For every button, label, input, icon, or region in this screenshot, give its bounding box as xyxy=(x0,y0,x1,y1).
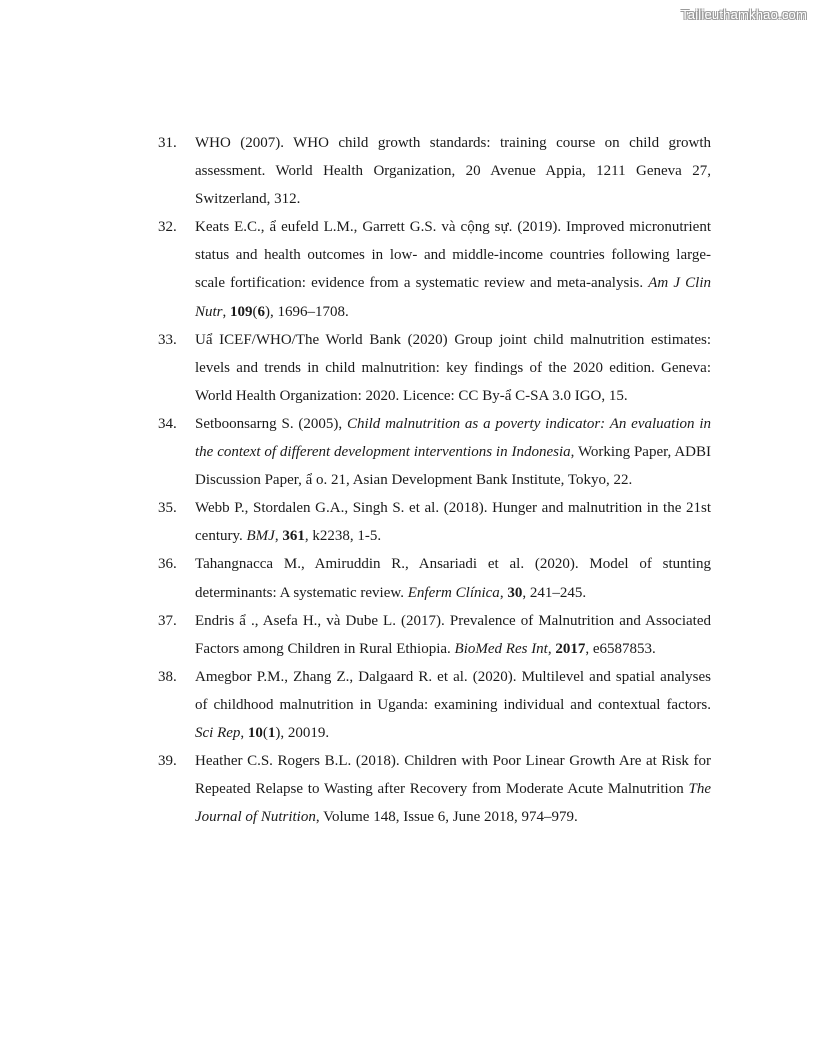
reference-segment: Endris ẩ ., Asefa H., và Dube L. (2017). Prevalence of Malnutrition and Associated Factors among Children in Rural Ethiopia. xyxy=(195,612,711,657)
reference-list xyxy=(158,129,711,831)
reference-number: 37. xyxy=(158,612,177,629)
reference-number: 34. xyxy=(158,415,177,432)
reference-text xyxy=(195,416,711,488)
reference-number: 31. xyxy=(158,135,177,151)
reference-text xyxy=(195,669,711,741)
reference-text xyxy=(195,556,711,600)
reference-segment: ), 20019. xyxy=(275,724,330,741)
reference-text xyxy=(195,332,711,404)
reference-segment: , xyxy=(499,584,508,601)
reference-item xyxy=(158,747,711,831)
reference-number: 35. xyxy=(158,500,177,517)
reference-text xyxy=(195,500,711,544)
reference-volume: 361 xyxy=(282,528,305,545)
reference-segment: Uẩ ICEF/WHO/The World Bank (2020) Group joint child malnutrition estimates: levels and trends in child malnutrition: key findings of the 2020 edition. Geneva: World Health Organization: 2020. Licence: CC By-ẩ C-SA 3.0 IGO, 15. xyxy=(195,331,711,404)
reference-item xyxy=(158,326,711,410)
reference-number: 32. xyxy=(158,219,177,236)
reference-segment: Amegbor P.M., Zhang Z., Dalgaard R. et al. (2020). Multilevel and spatial analyses of childhood malnutrition in Uganda: examining individual and contextual factors. xyxy=(195,668,711,713)
reference-segment: , xyxy=(274,528,283,545)
reference-item xyxy=(158,410,711,494)
reference-journal: Am J Clin Nutr xyxy=(195,275,712,320)
reference-segment: WHO (2007). WHO child growth standards: training course on child growth assessment. World Health Organization, 20 Avenue Appia, 1211 Geneva 27, Switzerland, 312. xyxy=(195,135,711,208)
reference-journal: The Journal of Nutrition xyxy=(195,781,711,826)
reference-segment: Setboonsarng S. (2005), xyxy=(195,415,347,432)
reference-item xyxy=(158,129,711,213)
reference-segment: ( xyxy=(262,724,268,741)
reference-item xyxy=(158,494,711,550)
reference-segment: , Volume 148, Issue 6, June 2018, 974–979. xyxy=(315,809,578,826)
reference-segment: , e6587853. xyxy=(585,640,656,657)
reference-item xyxy=(158,213,711,325)
reference-number: 39. xyxy=(158,753,177,770)
reference-text xyxy=(195,135,711,207)
reference-volume: 6 xyxy=(257,303,266,320)
reference-journal: Sci Rep xyxy=(195,724,241,741)
reference-journal: BMJ xyxy=(246,528,275,545)
reference-number: 36. xyxy=(158,556,177,573)
reference-segment: ), 1696–1708. xyxy=(265,303,349,320)
reference-text xyxy=(195,219,711,319)
reference-segment: , xyxy=(222,303,231,320)
reference-journal: Child malnutrition as a poverty indicator: An evaluation in the context of different development interventions in Indonesia xyxy=(195,415,711,461)
reference-volume: 30 xyxy=(507,584,523,601)
reference-volume: 2017 xyxy=(555,640,586,657)
reference-segment: , xyxy=(240,724,248,741)
reference-segment: , Working Paper, ADBI Discussion Paper, ẩ o. 21, Asian Development Bank Institute, Tokyo, 22. xyxy=(195,444,711,489)
reference-segment: ( xyxy=(252,303,258,320)
reference-text xyxy=(195,613,711,657)
reference-segment: Keats E.C., ẩ eufeld L.M., Garrett G.S. và cộng sự. (2019). Improved micronutrient status and health outcomes in low- and middle-income countries following large-scale fortification: evidence from a systematic review and meta-analysis. xyxy=(195,219,711,292)
reference-segment: , k2238, 1-5. xyxy=(304,528,382,545)
reference-item xyxy=(158,550,711,606)
reference-segment: , xyxy=(547,640,556,657)
reference-item xyxy=(158,607,711,663)
reference-volume: 1 xyxy=(267,724,276,741)
reference-volume: 10 xyxy=(247,724,263,741)
reference-segment: Heather C.S. Rogers B.L. (2018). Children with Poor Linear Growth Are at Risk for Repeated Relapse to Wasting after Recovery from Moderate Acute Malnutrition xyxy=(195,753,711,798)
reference-number: 38. xyxy=(158,668,177,685)
reference-item xyxy=(158,663,711,747)
reference-segment: Webb P., Stordalen G.A., Singh S. et al. (2018). Hunger and malnutrition in the 21st century. xyxy=(195,500,711,545)
reference-number: 33. xyxy=(158,331,177,348)
watermark-text: Tailieuthamkhao.com xyxy=(681,7,807,22)
reference-journal: BioMed Res Int xyxy=(454,640,548,657)
reference-segment: , 241–245. xyxy=(522,584,587,601)
reference-text xyxy=(195,753,711,825)
reference-journal: Enferm Clínica xyxy=(407,584,500,601)
reference-volume: 109 xyxy=(230,303,253,320)
reference-segment: Tahangnacca M., Amiruddin R., Ansariadi et al. (2020). Model of stunting determinants: A systematic review. xyxy=(195,556,711,601)
